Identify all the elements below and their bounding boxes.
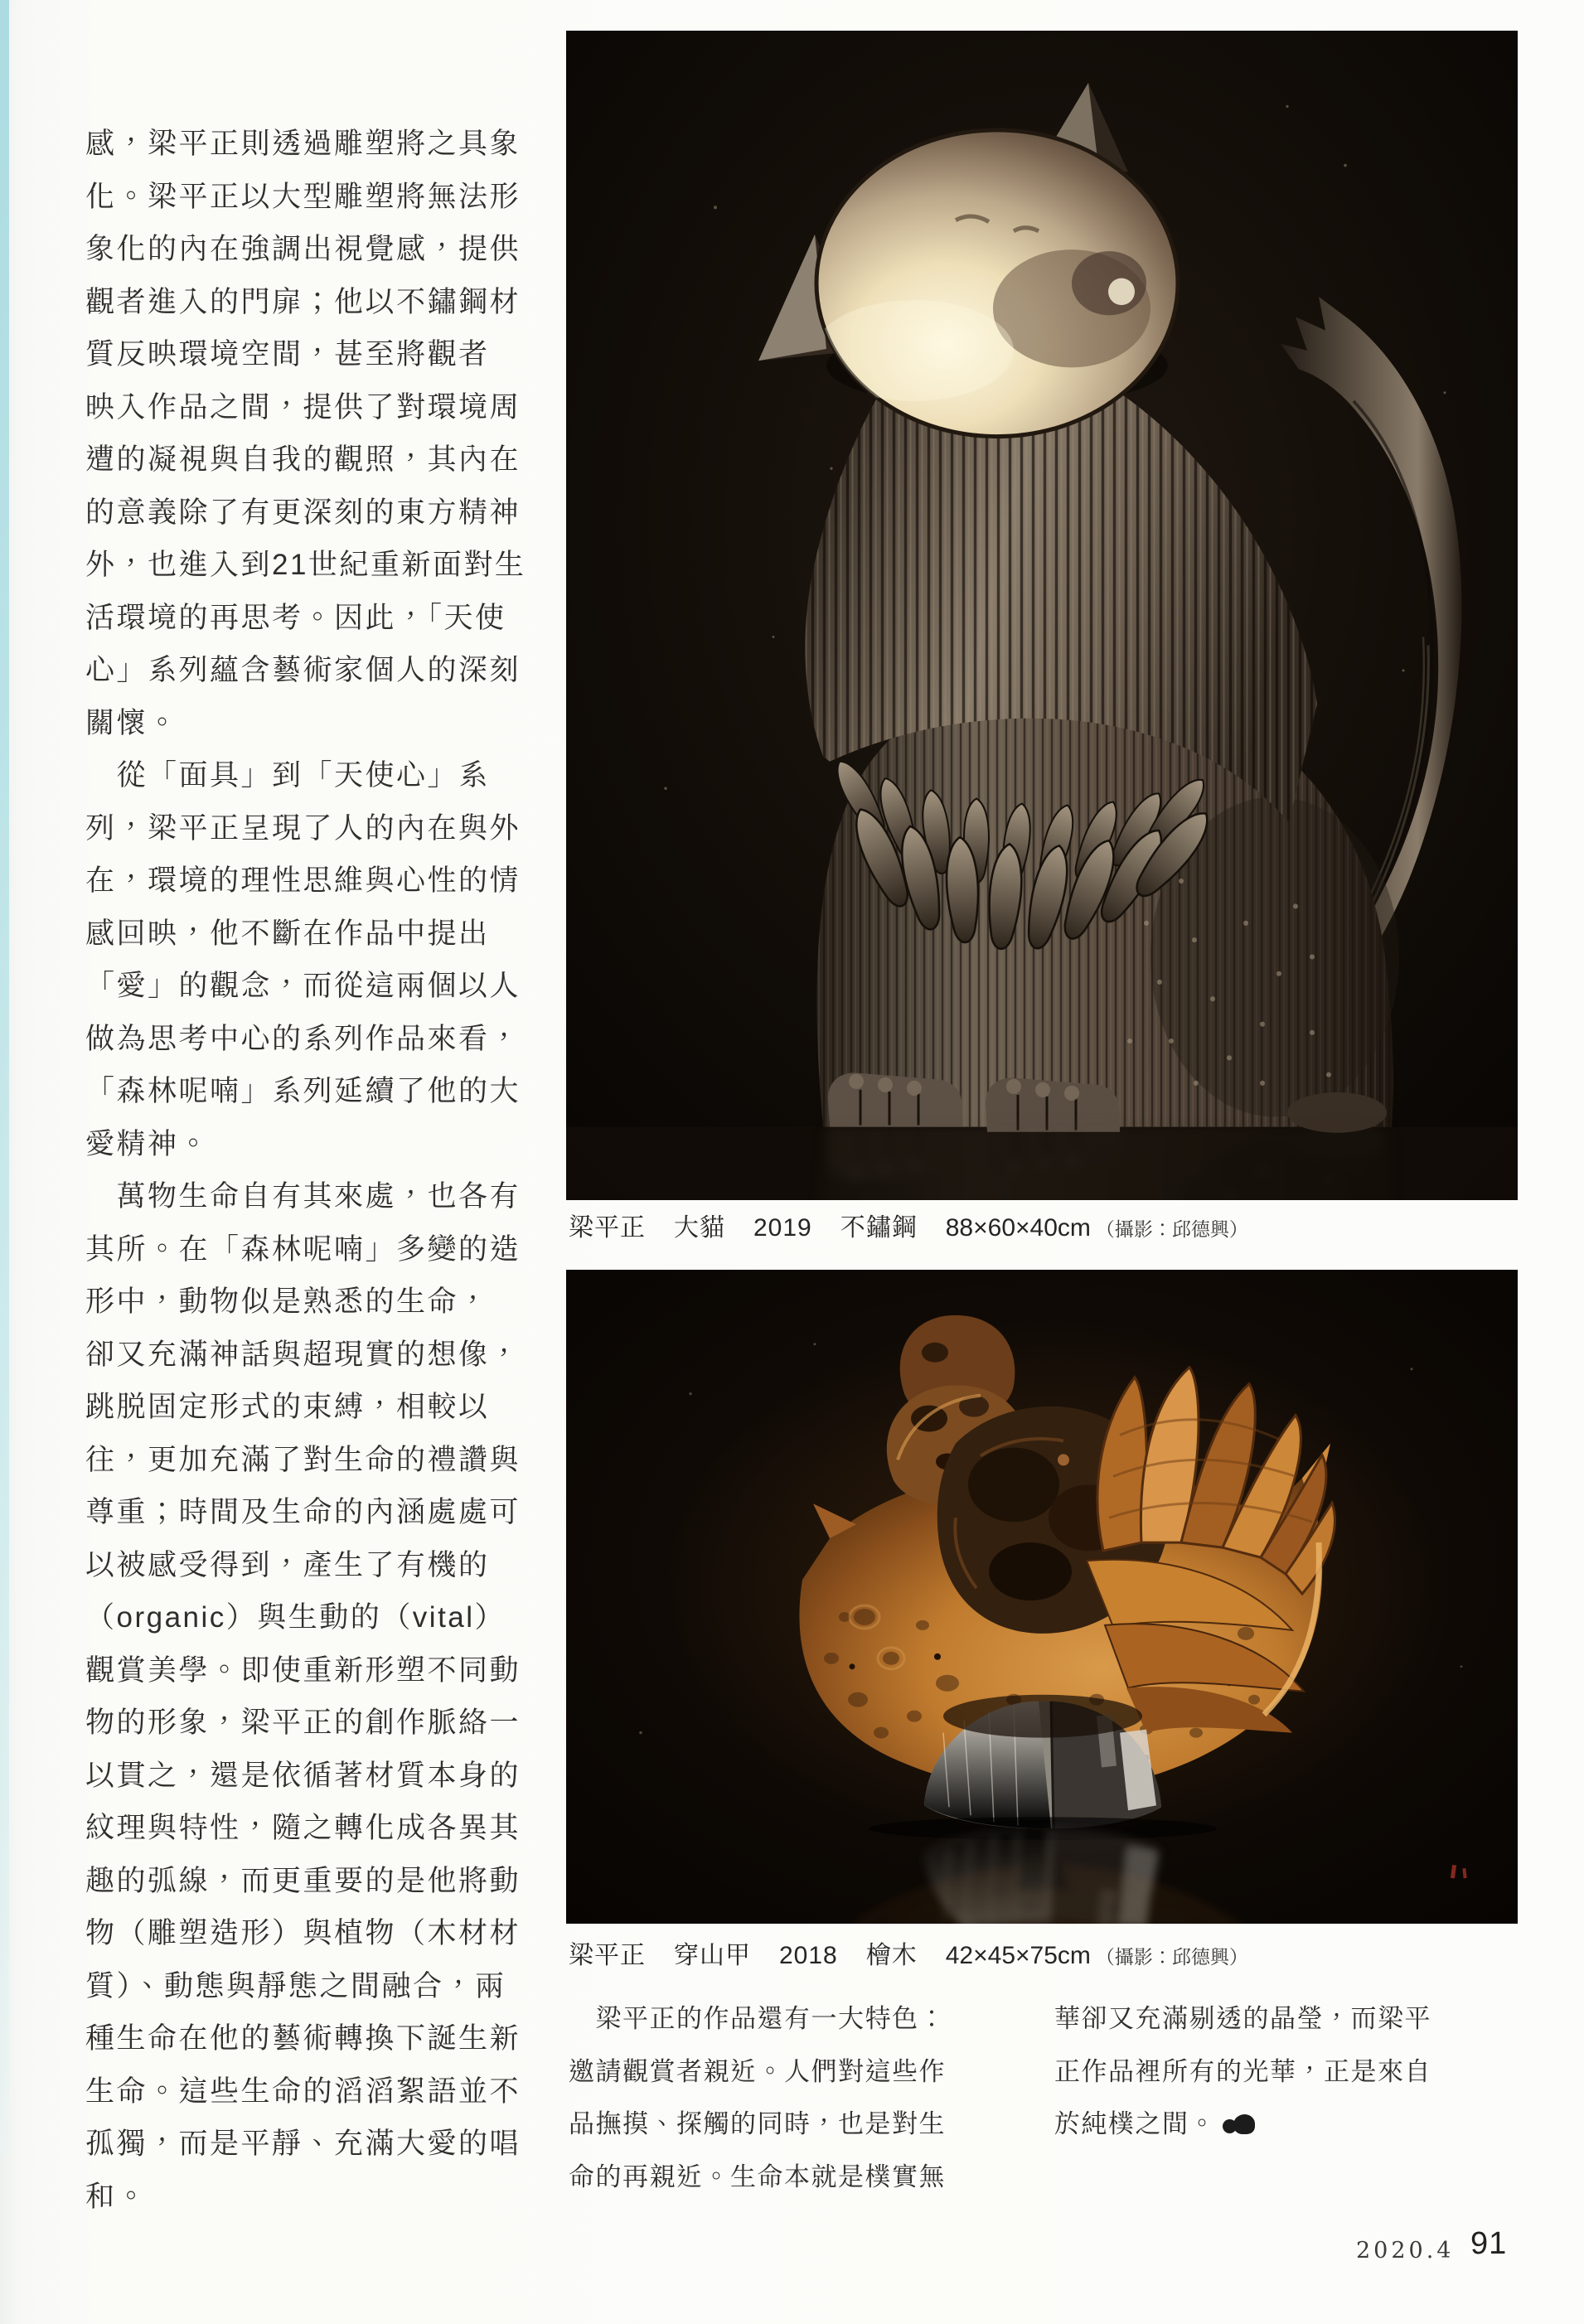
text-line: 映入作品之間，提供了對環境周	[85, 390, 521, 424]
caption-artist: 梁平正	[569, 1214, 646, 1242]
figure2-caption	[569, 1934, 1248, 1971]
text-line: 物的形象，梁平正的創作脈絡一	[85, 1707, 521, 1739]
text-line: 「森林呢喃」系列延續了他的大	[85, 1075, 521, 1107]
big-cat-sculpture-image	[566, 31, 1518, 1200]
text-line: 關懷。	[85, 706, 179, 739]
text-line: （organic）與生動的（vital）	[85, 1601, 506, 1634]
text-line: 以被感受得到，產生了有機的	[85, 1548, 490, 1581]
text-line: 卻又充滿神話與超現實的想像，	[85, 1338, 521, 1371]
text-line: 愛精神。	[85, 1127, 211, 1160]
text-line: 心」系列蘊含藝術家個人的深刻	[85, 654, 521, 686]
text-line: 命的再親近。生命本就是樸實無	[569, 2162, 946, 2191]
text-line: 趣的弧線，而更重要的是他將動	[85, 1864, 521, 1897]
text-line: 形中，動物似是熟悉的生命，	[85, 1285, 490, 1318]
text-line: 象化的內在強調出視覺感，提供	[85, 233, 521, 265]
text-line: 遭的凝視與自我的觀照，其內在	[85, 443, 521, 476]
text-line: 華卻又充滿剔透的晶瑩，而梁平	[1054, 2004, 1431, 2033]
text-line: 尊重；時間及生命的內涵處處可	[85, 1496, 521, 1528]
article-bottom-left-column	[569, 1992, 983, 2203]
caption-artist: 梁平正	[569, 1942, 646, 1969]
caption-dimensions: 88×60×40cm	[945, 1214, 1091, 1242]
text-line: 在，環境的理性思維與心性的情	[85, 864, 521, 897]
footer-page-number: 91	[1470, 2226, 1508, 2261]
text-line: 從「面具」到「天使心」系	[85, 759, 490, 792]
footer-issue-date: 2020.4	[1356, 2238, 1455, 2263]
text-line-last: 於純樸之間。	[1054, 2098, 1469, 2151]
polished-metal-base	[924, 1695, 1161, 1829]
text-line: 做為思考中心的系列作品來看，	[85, 1022, 521, 1055]
text-line: 品撫摸、探觸的同時，也是對生	[569, 2109, 946, 2138]
caption-dimensions: 42×45×75cm	[945, 1942, 1091, 1969]
figure-photo-pangolin	[566, 1270, 1518, 1924]
text-line: 孤獨，而是平靜、充滿大愛的唱	[85, 2128, 521, 2160]
text-line: 感回映，他不斷在作品中提出	[85, 917, 490, 950]
text-line: 外，也進入到21世紀重新面對生	[85, 549, 526, 581]
text-line: 正作品裡所有的光華，正是來自	[1054, 2056, 1431, 2086]
text-line: 物（雕塑造形）與植物（木材材	[85, 1917, 521, 1949]
text-line: 化。梁平正以大型雕塑將無法形	[85, 180, 521, 213]
text-line: 跳脱固定形式的束縛，相較以	[85, 1391, 490, 1423]
caption-year: 2019	[753, 1214, 812, 1242]
text-line: 質）、動態與靜態之間融合，兩	[85, 1969, 506, 2002]
text-line: 感，梁平正則透過雕塑將之具象	[85, 128, 521, 160]
caption-title: 大貓	[674, 1214, 725, 1242]
caption-photo-credit: （攝影：邱德興）	[1095, 1218, 1248, 1240]
text-line: 的意義除了有更深刻的東方精神	[85, 496, 521, 529]
text-line: 以貫之，還是依循著材質本身的	[85, 1759, 521, 1792]
text-line: 生命。這些生命的滔滔絮語並不	[85, 2075, 521, 2108]
caption-material: 不鏽鋼	[840, 1214, 918, 1242]
text-line: 邀請觀賞者親近。人們對這些作	[569, 2056, 946, 2086]
text-line: 往，更加充滿了對生命的禮讚與	[85, 1443, 521, 1476]
pangolin-sculpture-image	[566, 1270, 1518, 1924]
text-line: 「愛」的觀念，而從這兩個以人	[85, 970, 521, 1002]
article-end-icon	[1223, 2113, 1259, 2134]
caption-photo-credit: （攝影：邱德興）	[1095, 1946, 1248, 1968]
caption-material: 檜木	[865, 1942, 918, 1969]
scan-edge-strip	[0, 0, 9, 2155]
text-line: 和。	[85, 2180, 148, 2213]
text-line: 梁平正的作品還有一大特色：	[569, 2004, 946, 2033]
cat-polished-head	[815, 130, 1178, 437]
figure1-caption	[569, 1207, 1248, 1243]
caption-year: 2018	[779, 1942, 838, 1969]
figure-photo-big-cat	[566, 31, 1518, 1200]
article-bottom-right-column	[1054, 1992, 1469, 2151]
article-left-column	[85, 118, 550, 2223]
text-line: 列，梁平正呈現了人的內在與外	[85, 811, 521, 845]
text-line: 質反映環境空間，甚至將觀者	[85, 338, 490, 370]
text-line: 種生命在他的藝術轉換下誕生新	[85, 2022, 521, 2055]
text-line: 紋理與特性，隨之轉化成各異其	[85, 1812, 521, 1844]
caption-title: 穿山甲	[674, 1942, 751, 1969]
text-line: 萬物生命自有其來處，也各有	[85, 1180, 521, 1213]
text-line: 觀賞美學。即使重新形塑不同動	[85, 1653, 521, 1687]
text-line: 活環境的再思考。因此，「天使	[85, 601, 506, 634]
text-line: 觀者進入的門扉；他以不鏽鋼材	[85, 285, 521, 318]
text-line: 其所。在「森林呢喃」多變的造	[85, 1232, 521, 1266]
